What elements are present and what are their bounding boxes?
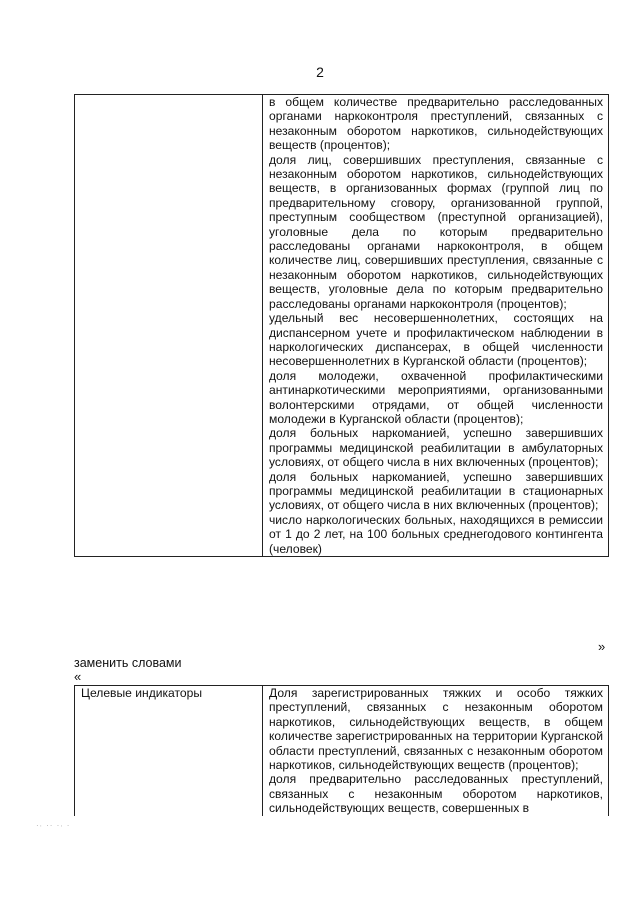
- indicators-table-previous: [74, 94, 609, 557]
- page-number: 2: [316, 64, 324, 80]
- table-right-cell: [263, 686, 609, 816]
- opening-quote: «: [74, 669, 82, 684]
- table-row: [75, 686, 609, 816]
- indicator-item: доля предварительно расследованных преступлений, связанных с незаконным оборотом наркотиков, сильнодействующих веществ, совершенных в: [269, 772, 603, 816]
- indicator-item: доля лиц, совершивших преступления, связанные с незаконным оборотом наркотиков, сильнодействующих веществ, в организованных формах (группой лиц по предварительному сговору, организованной группой, преступным сообществом (преступной организацией), уголовные дела по которым предварительно расследованы органами наркоконтроля, в общем количестве лиц, совершивших преступления, связанные с незаконным оборотом наркотиков, сильнодействующих веществ, уголовные дела по которым предварительно расследованы органами наркоконтроля (процентов);: [269, 152, 603, 311]
- indicator-item: доля больных наркоманией, успешно завершивших программы медицинской реабилитации в стационарных условиях, от общего числа в них включенных (процентов);: [269, 469, 603, 513]
- indicators-table-new: [74, 685, 609, 816]
- table-left-cell: Целевые индикаторы: [75, 686, 263, 816]
- indicator-item: в общем количестве предварительно расследованных органами наркоконтроля преступлений, связанных с незаконным оборотом наркотиков, сильнодействующих веществ (процентов);: [269, 95, 603, 153]
- table-row: [75, 95, 609, 557]
- indicator-item: число наркологических больных, находящихся в ремиссии от 1 до 2 лет, на 100 больных среднегодового контингента (человек): [269, 512, 603, 556]
- table-left-cell: [75, 95, 263, 557]
- replace-instruction: заменить словами: [74, 656, 182, 670]
- table-right-cell: [263, 95, 609, 557]
- scan-margin-marks: ·∙ ·· ·∙ ·: [36, 821, 71, 830]
- indicator-item: доля больных наркоманией, успешно завершивших программы медицинской реабилитации в амбулаторных условиях, от общего числа в них включенных (процентов);: [269, 426, 603, 470]
- indicator-item: доля молодежи, охваченной профилактическими антинаркотическими мероприятиями, организованными волонтерскими отрядами, от общей численности молодежи в Курганской области (процентов);: [269, 368, 603, 426]
- indicator-item: удельный вес несовершеннолетних, состоящих на диспансерном учете и профилактическом наблюдении в наркологических диспансерах, в общей численности несовершеннолетних в Курганской области (процентов);: [269, 311, 603, 369]
- closing-quote: »: [598, 639, 606, 654]
- indicator-item: Доля зарегистрированных тяжких и особо тяжких преступлений, связанных с незаконным оборотом наркотиков, сильнодействующих веществ, в общем количестве зарегистрированных на территории Курганской области преступлений, связанных с незаконным оборотом наркотиков, сильнодействующих веществ (процентов);: [269, 686, 603, 773]
